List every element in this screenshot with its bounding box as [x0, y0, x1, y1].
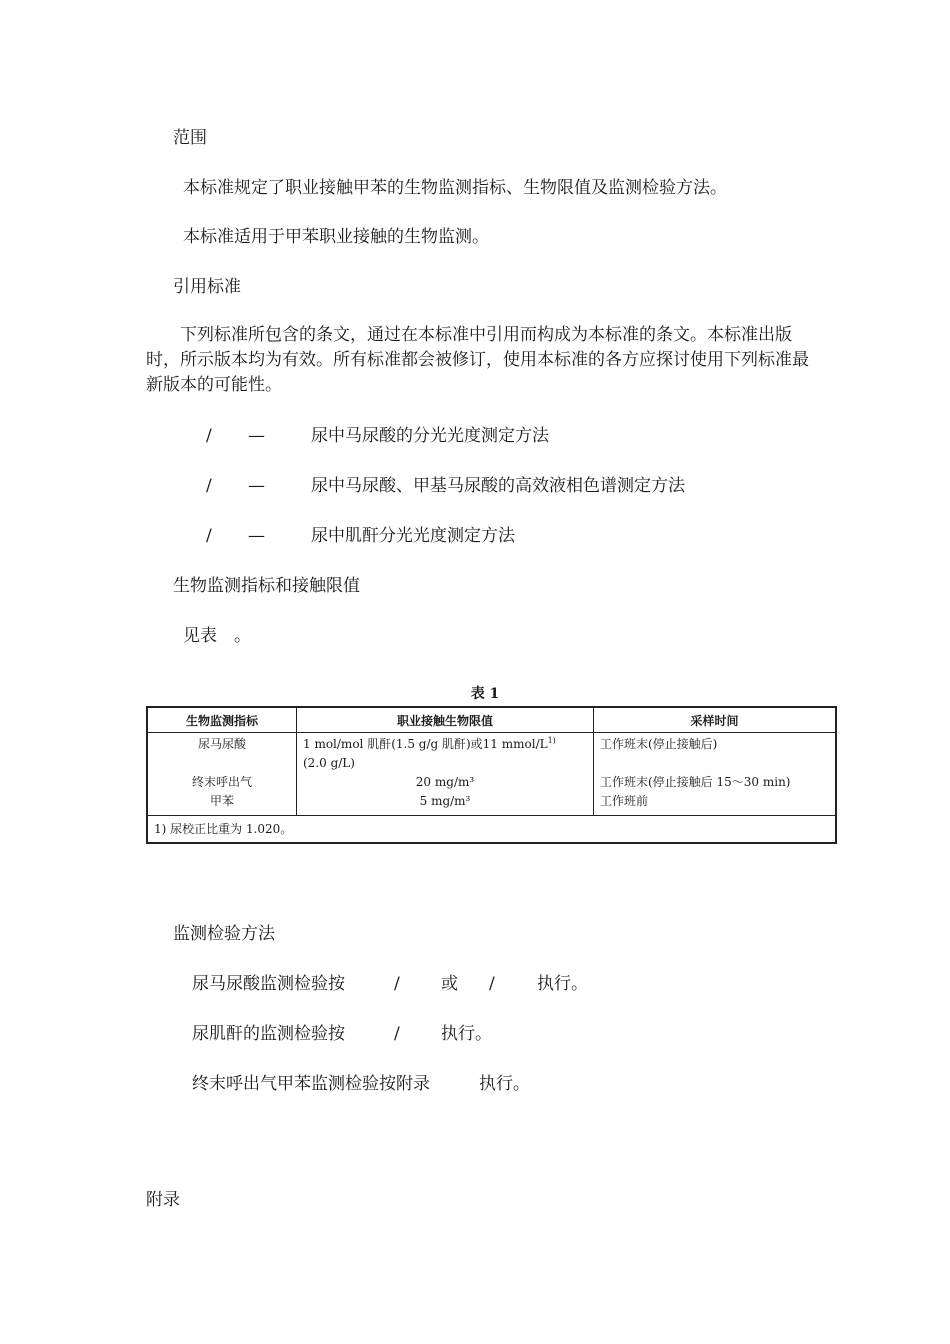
cell-limit: 1 mol/mol 肌酐(1.5 g/g 肌酐)或11 mmol/$L^{1)}$ — [303, 736, 556, 751]
cell-limit: 20 mg/m³ — [415, 775, 475, 789]
references-heading: 引用标准 — [173, 277, 241, 297]
scope-paragraph-1: 本标准规定了职业接触甲苯的生物监测指标、生物限值及监测检验方法。 — [183, 178, 727, 198]
cell-sampling-time: 工作班末(停止接触后) — [600, 737, 718, 751]
method-text: 终末呼出气甲苯监测检验按附录 — [192, 1074, 430, 1094]
table-body-row — [147, 733, 836, 816]
method-or: 或 — [441, 974, 458, 994]
scope-heading: 范围 — [173, 128, 207, 148]
reference-dash: — — [248, 526, 265, 546]
reference-slash: / — [206, 426, 212, 446]
reference-title: 尿中马尿酸的分光光度测定方法 — [311, 426, 549, 446]
table-header-row — [147, 707, 836, 733]
reference-dash: — — [248, 426, 265, 446]
method-text: 尿马尿酸监测检验按 — [192, 974, 345, 994]
method-exec: 执行。 — [537, 974, 588, 994]
method-text: 尿肌酐的监测检验按 — [192, 1024, 345, 1044]
cell-limit-continued: (2.0 g/L) — [303, 756, 355, 770]
footnote-ref: 1) — [547, 736, 556, 745]
method-slash: / — [489, 974, 495, 994]
methods-heading: 监测检验方法 — [173, 924, 275, 944]
references-paragraph: 下列标准所包含的条文，通过在本标准中引用而构成为本标准的条文。本标准出版时，所示版本均为有效。所有标准都会被修订，使用本标准的各方应探讨使用下列标准最新版本的可能性。 — [146, 325, 809, 395]
appendix-heading: 附录 — [146, 1190, 180, 1210]
biomonitoring-table — [146, 706, 837, 844]
method-slash: / — [394, 974, 400, 994]
reference-slash: / — [206, 526, 212, 546]
scope-paragraph-2: 本标准适用于甲苯职业接触的生物监测。 — [183, 227, 489, 247]
method-exec: 执行。 — [441, 1024, 492, 1044]
header-indicator: 生物监测指标 — [147, 707, 297, 733]
cell-limit: 5 mg/m³ — [419, 794, 471, 808]
method-exec: 执行。 — [479, 1074, 530, 1094]
reference-title: 尿中肌酐分光光度测定方法 — [311, 526, 515, 546]
reference-slash: / — [206, 476, 212, 496]
cell-indicator: 尿马尿酸 — [197, 737, 246, 751]
table-caption: 表 1 — [470, 686, 500, 702]
cell-indicator: 终末呼出气 — [191, 775, 252, 789]
header-limit: 职业接触生物限值 — [297, 707, 594, 733]
cell-indicator: 甲苯 — [209, 794, 234, 808]
method-slash: / — [394, 1024, 400, 1044]
see-table-text: 见表 。 — [183, 626, 251, 646]
reference-dash: — — [248, 476, 265, 496]
table-footnote: 1) 尿校正比重为 1.020。 — [147, 816, 836, 844]
header-sampling-time: 采样时间 — [594, 707, 837, 733]
table-note-row — [147, 816, 836, 844]
cell-sampling-time: 工作班末(停止接触后 15～30 min) — [600, 775, 791, 789]
cell-sampling-time: 工作班前 — [600, 794, 649, 808]
bio-monitoring-heading: 生物监测指标和接触限值 — [173, 576, 360, 596]
reference-title: 尿中马尿酸、甲基马尿酸的高效液相色谱测定方法 — [311, 476, 685, 496]
